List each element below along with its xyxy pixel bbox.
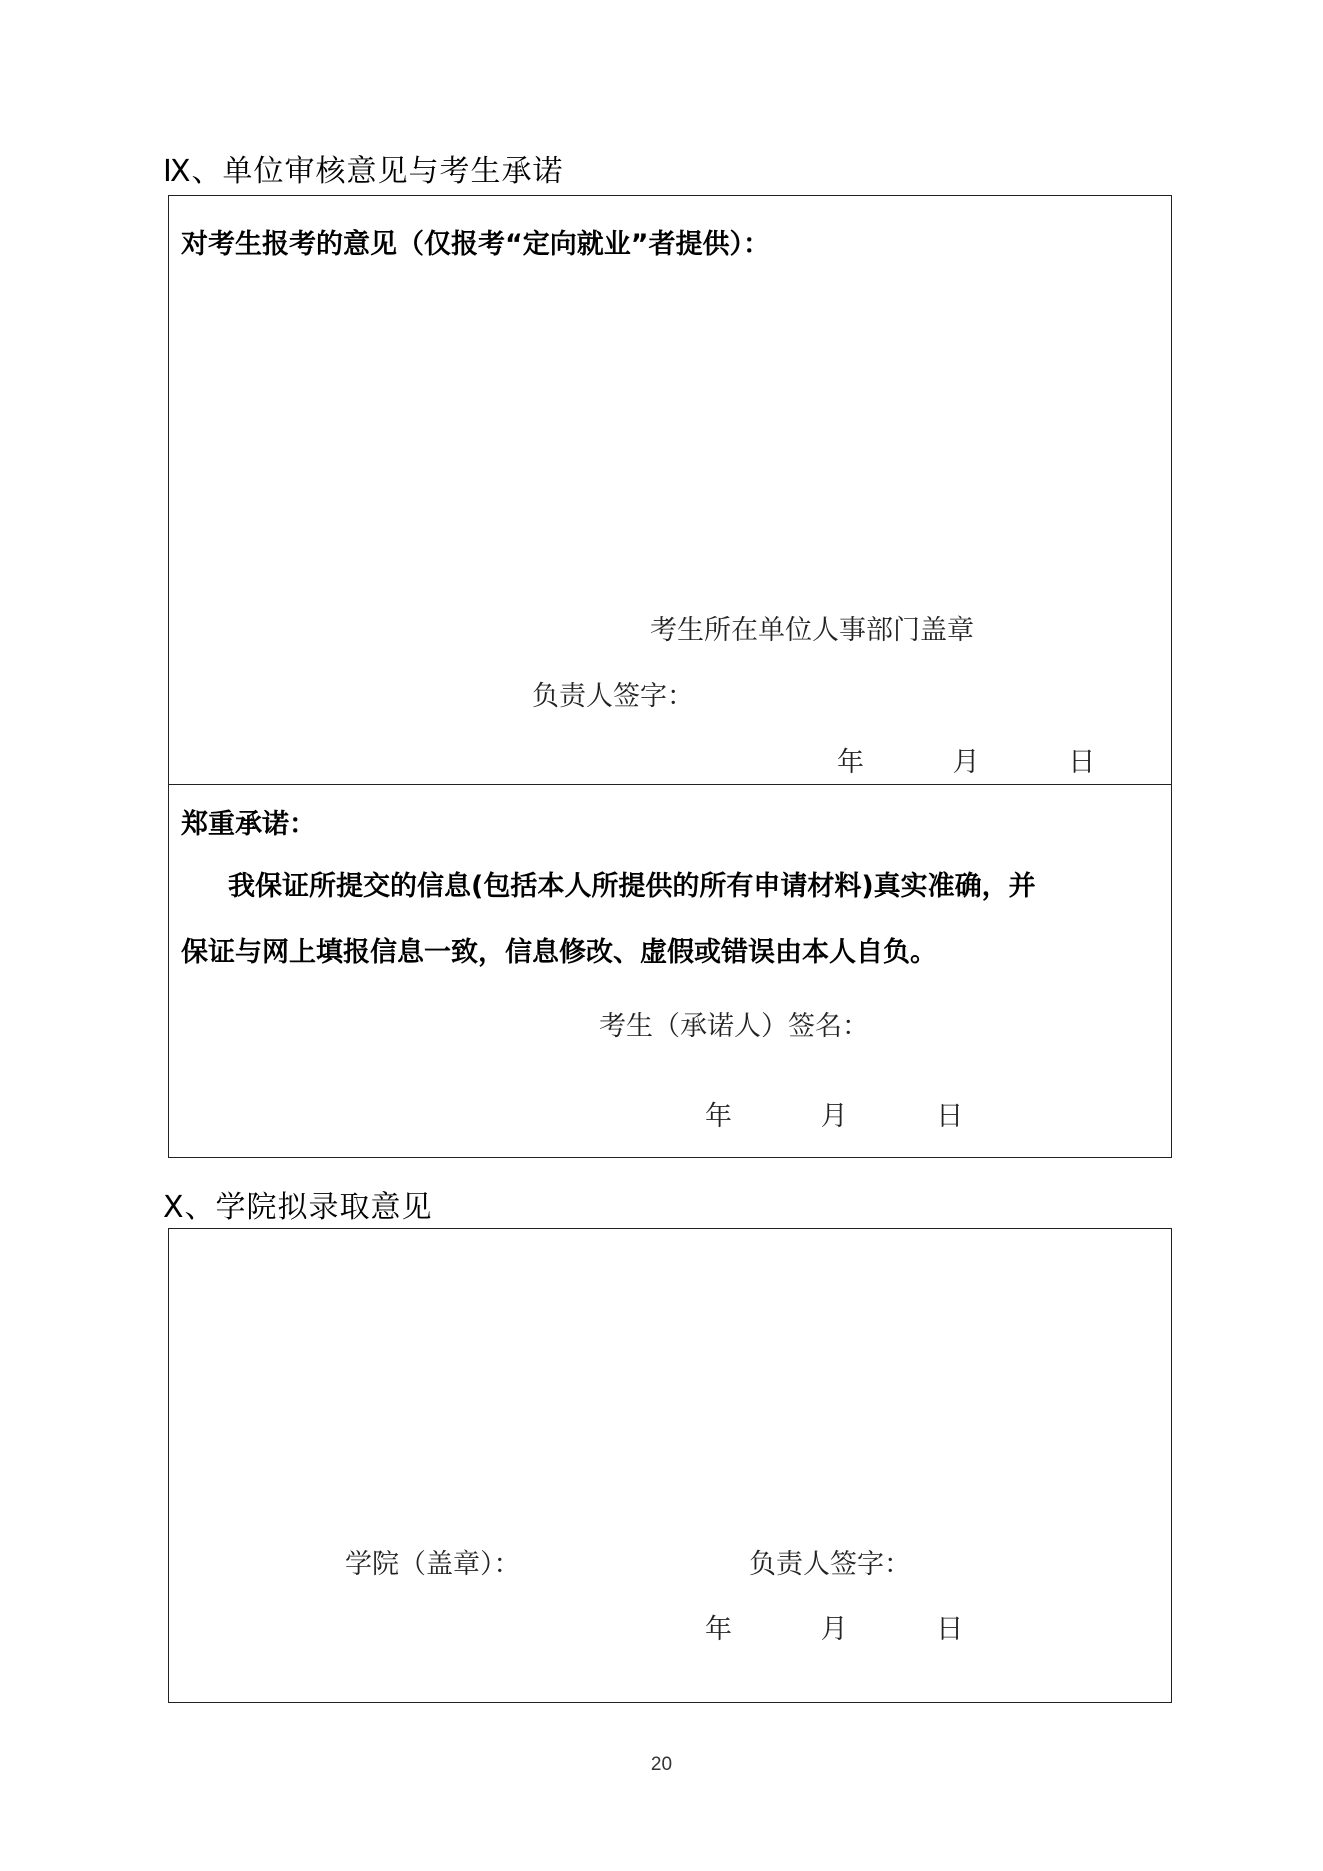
date-month: 月 — [952, 747, 980, 778]
pledge-text-line-1: 我保证所提交的信息(包括本人所提供的所有申请材料)真实准确，并 — [228, 871, 1036, 902]
pledge-date — [705, 1094, 963, 1133]
unit-signer-label: 负责人签字： — [532, 681, 694, 712]
date-month: 月 — [820, 1101, 848, 1132]
date-year: 年 — [705, 1101, 732, 1132]
date-month: 月 — [820, 1614, 848, 1645]
unit-stamp-label: 考生所在单位人事部门盖章 — [650, 615, 974, 646]
date-day: 日 — [1068, 747, 1096, 778]
pledge-signature-label: 考生（承诺人）签名： — [599, 1011, 869, 1042]
pledge-label: 郑重承诺： — [181, 809, 316, 840]
section-divider — [169, 784, 1171, 785]
pledge-text-line-2: 保证与网上填报信息一致，信息修改、虚假或错误由本人自负。 — [181, 937, 937, 968]
section-10-title: Ⅹ、学院拟录取意见 — [163, 1190, 433, 1225]
section-9-title: Ⅸ、单位审核意见与考生承诺 — [163, 154, 564, 189]
date-day: 日 — [936, 1614, 964, 1645]
page-number: 20 — [650, 1754, 673, 1775]
college-admission-opinion-box — [168, 1228, 1172, 1703]
college-opinion-date — [705, 1607, 963, 1646]
date-day: 日 — [936, 1101, 964, 1132]
date-year: 年 — [705, 1614, 732, 1645]
unit-review-and-pledge-box — [168, 195, 1172, 1158]
unit-opinion-label: 对考生报考的意见（仅报考“定向就业”者提供）： — [181, 229, 770, 260]
unit-opinion-date — [837, 740, 1095, 779]
college-stamp-label: 学院（盖章）： — [345, 1549, 521, 1580]
date-year: 年 — [837, 747, 864, 778]
college-signer-label: 负责人签字： — [749, 1549, 911, 1580]
